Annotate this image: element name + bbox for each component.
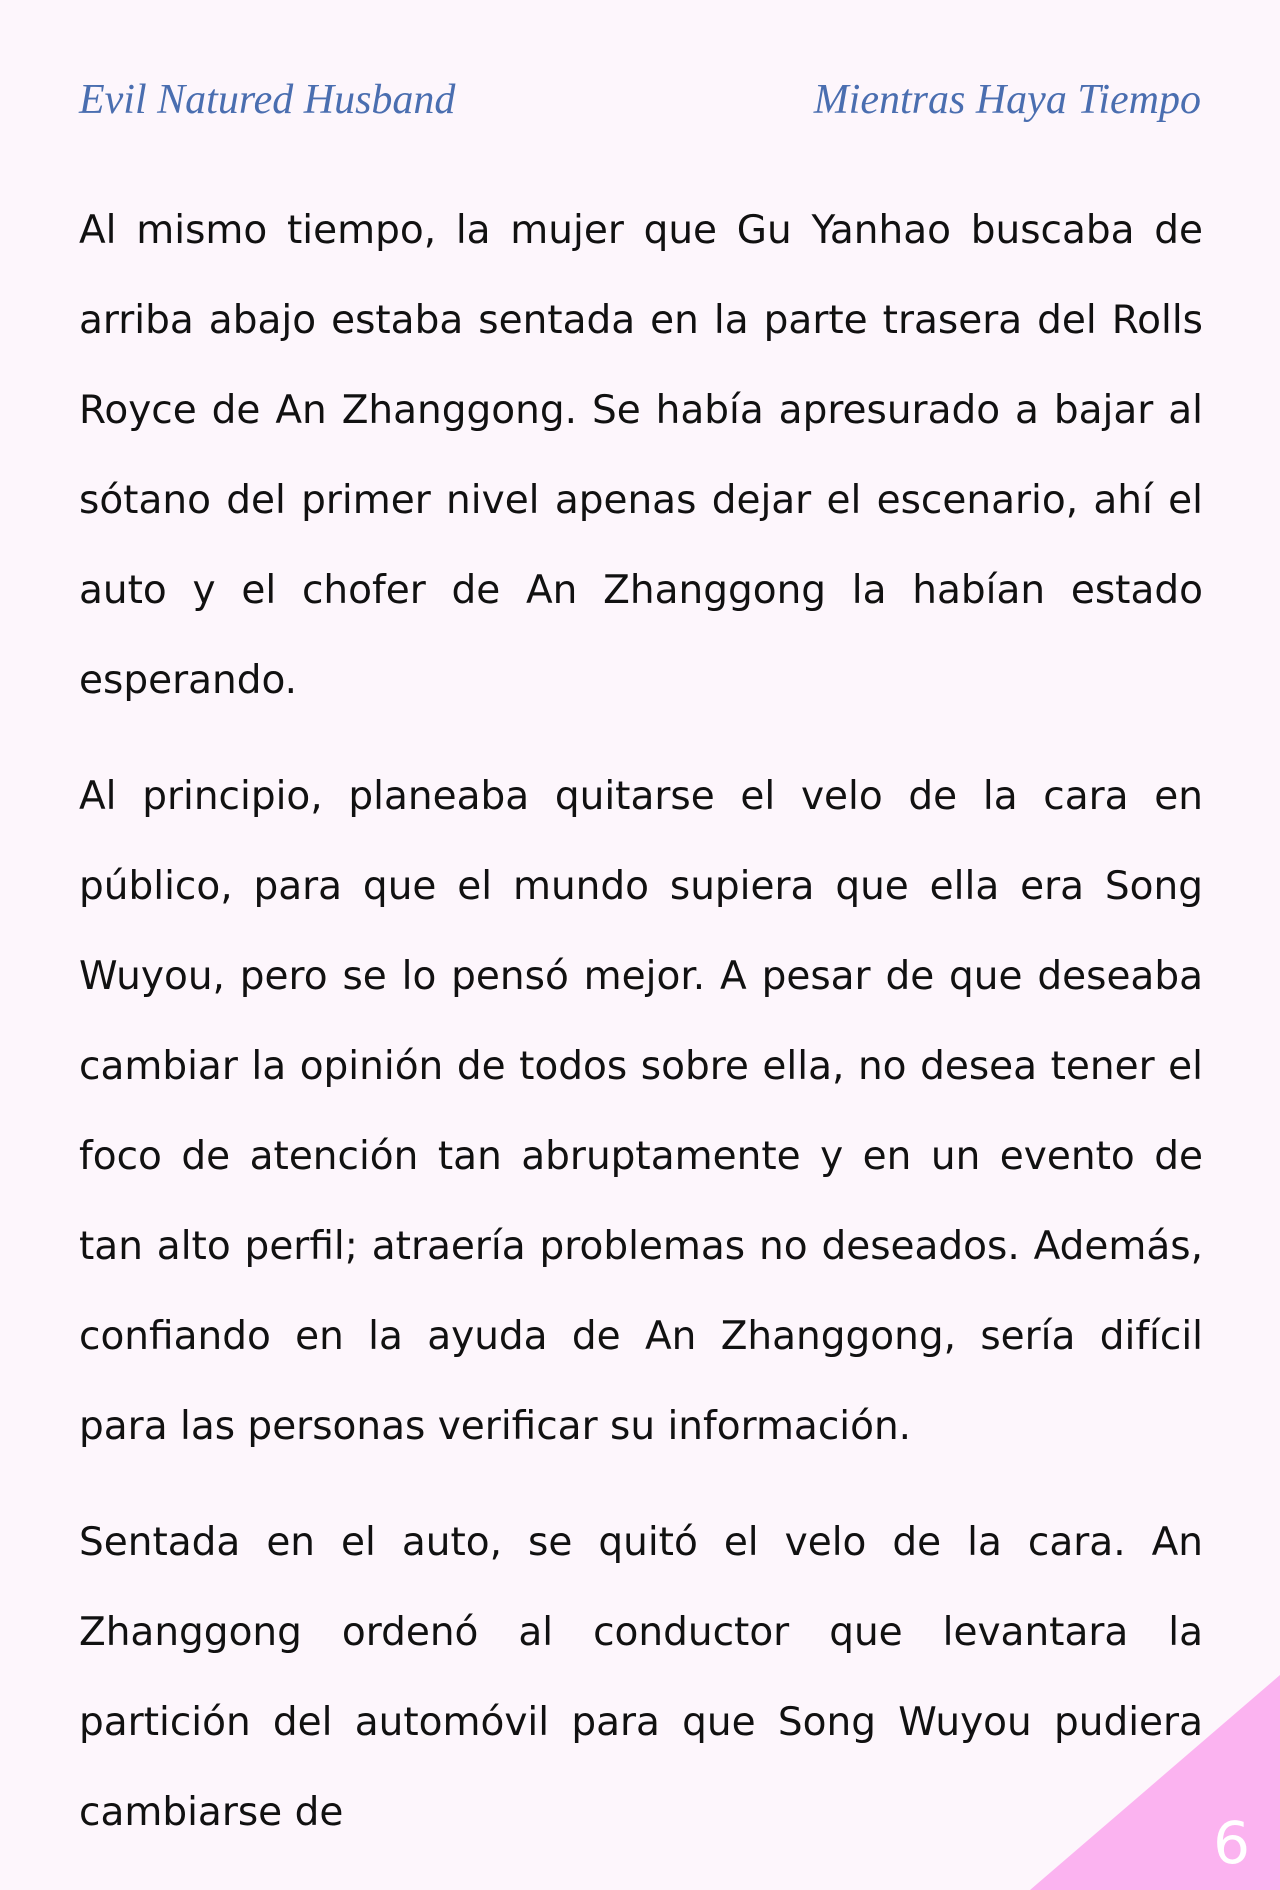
book-title: Evil Natured Husband [79,77,456,123]
page-number: 6 [1213,1809,1250,1877]
paragraph: Sentada en el auto, se quitó el velo de la cara. An Zhanggong ordenó al conductor que levantara la partición del automóvil para que Song Wuyou pudiera cambiarse de [79,1520,1203,1835]
chapter-text [79,186,1203,1884]
translator-name: Mientras Haya Tiempo [813,77,1201,123]
paragraph: Al principio, planeaba quitarse el velo de la cara en público, para que el mundo supiera que ella era Song Wuyou, pero se lo pensó mejor. A pesar de que deseaba cambiar la opinión de todos sobre ella, no desea tener el foco de atención tan abruptamente y en un evento de tan alto perfil; atraería problemas no deseados. Además, confiando en la ayuda de An Zhanggong, sería difícil para las personas verificar su información. [79,774,1203,1449]
paragraph: Al mismo tiempo, la mujer que Gu Yanhao buscaba de arriba abajo estaba sentada en la parte trasera del Rolls Royce de An Zhanggong. Se había apresurado a bajar al sótano del primer nivel apenas dejar el escenario, ahí el auto y el chofer de An Zhanggong la habían estado esperando. [79,208,1203,703]
running-header [79,70,1201,130]
